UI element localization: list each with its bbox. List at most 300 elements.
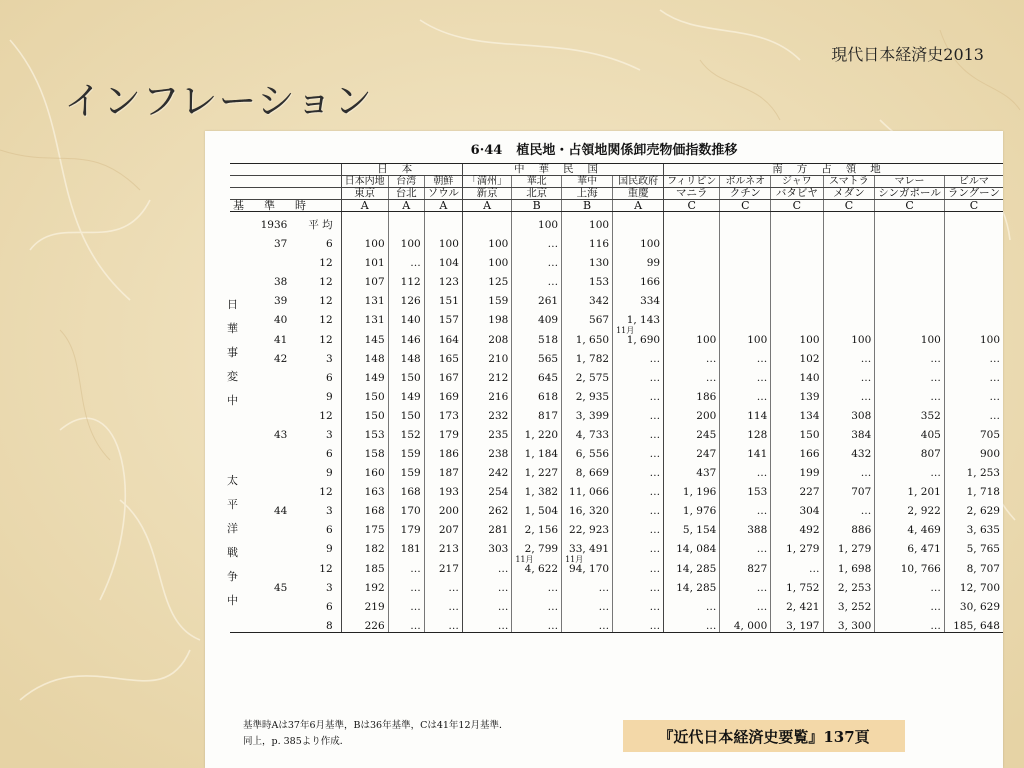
value-text: 22, 923	[569, 524, 610, 536]
value-cell	[512, 555, 562, 575]
month-cell: 6	[325, 448, 333, 460]
group-china: 中華民国	[462, 164, 663, 176]
value-cell	[823, 517, 875, 536]
value-cell	[720, 288, 771, 307]
value-cell	[462, 536, 511, 555]
value-cell	[944, 498, 1003, 517]
value-text: 14, 285	[676, 582, 717, 594]
year-cell	[247, 460, 290, 479]
value-text: 131	[364, 295, 385, 307]
value-cell	[512, 441, 562, 460]
value-text: 186	[696, 391, 717, 403]
group-header-row	[230, 164, 1003, 176]
bracket-cell	[230, 460, 247, 479]
value-cell	[823, 498, 875, 517]
year-cell: 43	[273, 429, 288, 441]
value-cell	[424, 555, 462, 575]
table-number: 6·44	[470, 143, 503, 158]
value-text: 1, 698	[837, 563, 872, 575]
value-cell	[664, 250, 720, 269]
value-text: 437	[696, 467, 717, 479]
value-cell	[341, 479, 388, 498]
table-row	[230, 517, 1003, 536]
value-text: …	[705, 620, 717, 632]
value-cell	[562, 231, 613, 250]
value-cell	[875, 517, 945, 536]
value-cell	[341, 212, 388, 232]
slide-title: インフレーション	[64, 79, 373, 123]
month-cell: 12	[319, 257, 333, 269]
city-header: 台北	[388, 188, 424, 200]
table-footnote	[243, 718, 509, 750]
value-text: 100	[538, 219, 559, 231]
region-header: マレー	[875, 176, 945, 188]
value-cell	[875, 384, 945, 403]
value-text: …	[649, 448, 661, 460]
side-label-char: 日	[227, 298, 238, 311]
value-text: 116	[589, 238, 610, 250]
value-cell	[613, 460, 664, 479]
value-cell	[462, 365, 511, 384]
value-text: 101	[364, 257, 385, 269]
value-cell	[664, 231, 720, 250]
value-text: 216	[488, 391, 509, 403]
value-cell	[944, 346, 1003, 365]
value-text: 432	[851, 448, 872, 460]
value-cell	[512, 384, 562, 403]
value-text: 165	[438, 353, 459, 365]
value-text: 281	[488, 524, 509, 536]
value-text: 100	[696, 334, 717, 346]
value-cell	[512, 575, 562, 594]
value-cell	[613, 269, 664, 288]
value-cell	[424, 575, 462, 594]
value-cell	[823, 422, 875, 441]
value-cell	[613, 517, 664, 536]
value-cell	[823, 346, 875, 365]
value-cell	[462, 441, 511, 460]
city-header: 上海	[562, 188, 613, 200]
value-text: …	[989, 353, 1000, 365]
value-text: 1, 382	[524, 486, 559, 498]
price-index-table	[230, 163, 1003, 633]
value-text: 1, 227	[524, 467, 559, 479]
value-cell	[613, 307, 664, 326]
value-text: 100	[640, 238, 661, 250]
year-cell: 41	[273, 334, 288, 346]
value-text: 12, 700	[959, 582, 1000, 594]
value-text: 8, 707	[966, 563, 1000, 575]
value-cell	[341, 460, 388, 479]
value-cell	[512, 479, 562, 498]
value-text: 334	[640, 295, 661, 307]
value-cell	[341, 575, 388, 594]
value-text: …	[598, 582, 610, 594]
value-text: 707	[851, 486, 872, 498]
value-text: …	[756, 582, 768, 594]
value-cell	[462, 307, 511, 326]
value-cell	[823, 250, 875, 269]
region-header: フィリピン	[664, 176, 720, 188]
value-cell	[424, 460, 462, 479]
value-text: …	[598, 601, 610, 613]
value-text: …	[860, 505, 872, 517]
table-caption: 植民地・占領地関係卸売物価指数推移	[516, 143, 738, 158]
value-cell	[562, 307, 613, 326]
value-text: 1, 504	[524, 505, 559, 517]
value-text: …	[809, 563, 820, 575]
bracket-cell	[230, 441, 247, 460]
value-text: …	[497, 563, 509, 575]
value-text: 4, 622	[524, 563, 559, 575]
value-text: …	[547, 238, 559, 250]
value-text: …	[547, 257, 559, 269]
value-text: 3, 635	[966, 524, 1000, 536]
value-cell	[613, 288, 664, 307]
footnote-line: 基準時Aは37年6月基準，Bは36年基準，Cは41年12月基準．	[243, 720, 509, 731]
month-cell: 12	[319, 563, 333, 575]
value-cell	[720, 517, 771, 536]
value-text: 100	[747, 334, 768, 346]
value-cell	[462, 460, 511, 479]
value-cell	[388, 269, 424, 288]
base-header: A	[388, 200, 424, 212]
value-text: 150	[364, 391, 385, 403]
value-text: 618	[538, 391, 559, 403]
value-text: …	[930, 582, 941, 594]
value-cell	[562, 517, 613, 536]
value-cell	[341, 346, 388, 365]
value-text: …	[756, 353, 768, 365]
table-row	[230, 479, 1003, 498]
value-cell	[424, 479, 462, 498]
table-row	[230, 250, 1003, 269]
value-text: 827	[747, 563, 768, 575]
side-label-char: 太	[227, 474, 238, 487]
value-text: 1, 143	[626, 314, 661, 326]
year-cell: 38	[273, 276, 288, 288]
value-text: …	[860, 372, 872, 384]
bracket-cell	[230, 517, 247, 536]
bracket-cell	[230, 403, 247, 422]
group-south: 南方占領地	[664, 164, 1003, 176]
value-text: 145	[364, 334, 385, 346]
value-cell	[875, 288, 945, 307]
value-text: 199	[799, 467, 820, 479]
value-text: 1, 253	[966, 467, 1000, 479]
value-text: …	[756, 467, 768, 479]
value-text: 4, 000	[733, 620, 768, 632]
value-cell	[613, 365, 664, 384]
value-cell	[341, 403, 388, 422]
value-cell	[388, 250, 424, 269]
value-cell	[771, 403, 823, 422]
value-cell	[875, 346, 945, 365]
value-cell	[562, 479, 613, 498]
value-text: 567	[589, 314, 610, 326]
value-text: 208	[488, 334, 509, 346]
value-cell	[823, 326, 875, 346]
value-text: 886	[851, 524, 872, 536]
value-cell	[462, 326, 511, 346]
value-text: 166	[799, 448, 820, 460]
value-cell	[512, 346, 562, 365]
bracket-cell	[230, 307, 247, 326]
value-cell	[562, 288, 613, 307]
value-text: 308	[851, 410, 872, 422]
value-cell	[562, 384, 613, 403]
value-text: 16, 320	[569, 505, 610, 517]
value-cell	[424, 346, 462, 365]
value-text: 112	[400, 276, 421, 288]
value-cell	[720, 307, 771, 326]
value-text: 166	[640, 276, 661, 288]
value-text: 200	[438, 505, 459, 517]
region-header: ビルマ	[944, 176, 1003, 188]
value-cell	[341, 536, 388, 555]
value-text: 126	[400, 295, 421, 307]
value-cell	[944, 326, 1003, 346]
value-cell	[664, 346, 720, 365]
value-cell	[771, 250, 823, 269]
value-text: 153	[364, 429, 385, 441]
value-cell	[771, 594, 823, 613]
value-cell	[823, 613, 875, 633]
value-text: 169	[438, 391, 459, 403]
value-cell	[664, 479, 720, 498]
value-text: 148	[400, 353, 421, 365]
value-cell	[875, 498, 945, 517]
value-text: 150	[364, 410, 385, 422]
value-text: 100	[400, 238, 421, 250]
value-text: 2, 799	[524, 543, 559, 555]
value-cell	[512, 403, 562, 422]
bracket-cell	[230, 422, 247, 441]
value-cell	[462, 517, 511, 536]
bracket-cell	[230, 269, 247, 288]
value-text: 10, 766	[900, 563, 941, 575]
month-cell: 12	[319, 295, 333, 307]
value-text: 900	[979, 448, 1000, 460]
value-cell	[388, 212, 424, 232]
value-cell	[664, 498, 720, 517]
value-text: 245	[696, 429, 717, 441]
month-cell: 3	[325, 429, 333, 441]
value-text: …	[930, 601, 941, 613]
city-header: 北京	[512, 188, 562, 200]
year-cell	[247, 555, 290, 575]
value-cell	[944, 441, 1003, 460]
value-cell	[462, 288, 511, 307]
value-cell	[562, 250, 613, 269]
value-text: …	[930, 353, 941, 365]
value-cell	[562, 613, 613, 633]
value-text: …	[756, 391, 768, 403]
value-cell	[424, 269, 462, 288]
value-text: 227	[799, 486, 820, 498]
value-text: 2, 922	[907, 505, 941, 517]
value-text: 151	[438, 295, 459, 307]
bracket-cell	[230, 326, 247, 346]
value-cell	[512, 460, 562, 479]
value-text: 100	[488, 238, 509, 250]
month-cell: 12	[319, 276, 333, 288]
value-cell	[771, 288, 823, 307]
table-row	[230, 212, 1003, 232]
value-cell	[944, 555, 1003, 575]
value-text: 388	[747, 524, 768, 536]
value-text: …	[448, 582, 459, 594]
value-text: 192	[364, 582, 385, 594]
value-cell	[875, 441, 945, 460]
value-cell	[875, 479, 945, 498]
value-text: 102	[799, 353, 820, 365]
value-cell	[562, 269, 613, 288]
value-cell	[944, 517, 1003, 536]
value-cell	[562, 326, 613, 346]
value-text: 1, 279	[837, 543, 872, 555]
value-cell	[664, 422, 720, 441]
value-cell	[944, 250, 1003, 269]
bracket-cell	[230, 479, 247, 498]
value-cell	[771, 575, 823, 594]
value-cell	[944, 288, 1003, 307]
table-row	[230, 555, 1003, 575]
side-label-char: 平	[227, 498, 238, 511]
value-cell	[944, 422, 1003, 441]
month-note: 11月	[515, 555, 534, 564]
value-cell	[823, 307, 875, 326]
value-cell	[944, 384, 1003, 403]
value-cell	[462, 422, 511, 441]
month-note: 11月	[565, 555, 584, 564]
value-text: 352	[920, 410, 941, 422]
value-text: 518	[538, 334, 559, 346]
value-text: 160	[364, 467, 385, 479]
value-text: 210	[488, 353, 509, 365]
value-text: …	[756, 543, 768, 555]
value-text: 146	[400, 334, 421, 346]
value-cell	[823, 536, 875, 555]
year-cell: 40	[273, 314, 288, 326]
value-cell	[388, 288, 424, 307]
value-cell	[613, 346, 664, 365]
value-cell	[341, 288, 388, 307]
base-header: C	[875, 200, 945, 212]
value-cell	[771, 212, 823, 232]
value-text: …	[705, 353, 717, 365]
value-text: …	[930, 391, 941, 403]
value-cell	[823, 384, 875, 403]
value-text: 2, 253	[837, 582, 872, 594]
value-cell	[823, 365, 875, 384]
value-cell	[388, 441, 424, 460]
value-text: …	[649, 620, 661, 632]
value-cell	[562, 365, 613, 384]
value-text: 153	[747, 486, 768, 498]
value-cell	[424, 441, 462, 460]
bracket-cell	[230, 250, 247, 269]
value-text: …	[598, 620, 610, 632]
value-cell	[424, 365, 462, 384]
value-cell	[720, 575, 771, 594]
value-cell	[720, 250, 771, 269]
region-header-row	[230, 176, 1003, 188]
value-cell	[875, 575, 945, 594]
value-cell	[664, 555, 720, 575]
value-text: …	[649, 486, 661, 498]
value-cell	[613, 403, 664, 422]
value-text: …	[448, 601, 459, 613]
value-text: …	[649, 601, 661, 613]
value-cell	[823, 269, 875, 288]
value-text: 125	[488, 276, 509, 288]
value-text: 217	[438, 563, 459, 575]
value-text: 153	[589, 276, 610, 288]
value-cell	[462, 555, 511, 575]
value-cell	[944, 231, 1003, 250]
value-text: 705	[979, 429, 1000, 441]
value-text: 100	[851, 334, 872, 346]
base-header: A	[424, 200, 462, 212]
value-text: 107	[364, 276, 385, 288]
bracket-cell	[230, 288, 247, 307]
value-cell	[613, 422, 664, 441]
value-cell	[341, 441, 388, 460]
table-row	[230, 498, 1003, 517]
value-text: …	[410, 620, 421, 632]
value-cell	[720, 613, 771, 633]
side-label-char: 争	[227, 570, 238, 583]
value-text: 186	[438, 448, 459, 460]
value-cell	[944, 269, 1003, 288]
value-cell	[341, 422, 388, 441]
base-header: B	[562, 200, 613, 212]
value-cell	[720, 594, 771, 613]
value-text: …	[705, 601, 717, 613]
value-cell	[613, 498, 664, 517]
value-cell	[720, 231, 771, 250]
value-cell	[613, 441, 664, 460]
bracket-cell	[230, 498, 247, 517]
region-header: 華中	[562, 176, 613, 188]
city-header: ラングーン	[944, 188, 1003, 200]
value-cell	[512, 231, 562, 250]
month-cell: 3	[325, 353, 333, 365]
value-text: 1, 184	[524, 448, 559, 460]
value-cell	[388, 365, 424, 384]
value-cell	[562, 460, 613, 479]
value-cell	[771, 346, 823, 365]
value-text: 342	[589, 295, 610, 307]
table-row	[230, 441, 1003, 460]
year-cell: 45	[273, 582, 288, 594]
value-cell	[388, 384, 424, 403]
value-text: 130	[589, 257, 610, 269]
year-cell	[247, 403, 290, 422]
city-header: バタビヤ	[771, 188, 823, 200]
value-text: 159	[400, 467, 421, 479]
value-cell	[720, 384, 771, 403]
value-cell	[424, 250, 462, 269]
table-row	[230, 307, 1003, 326]
region-header: 華北	[512, 176, 562, 188]
year-cell	[247, 613, 290, 633]
value-cell	[512, 498, 562, 517]
value-text: 2, 421	[786, 601, 820, 613]
value-cell	[720, 479, 771, 498]
value-cell	[562, 575, 613, 594]
